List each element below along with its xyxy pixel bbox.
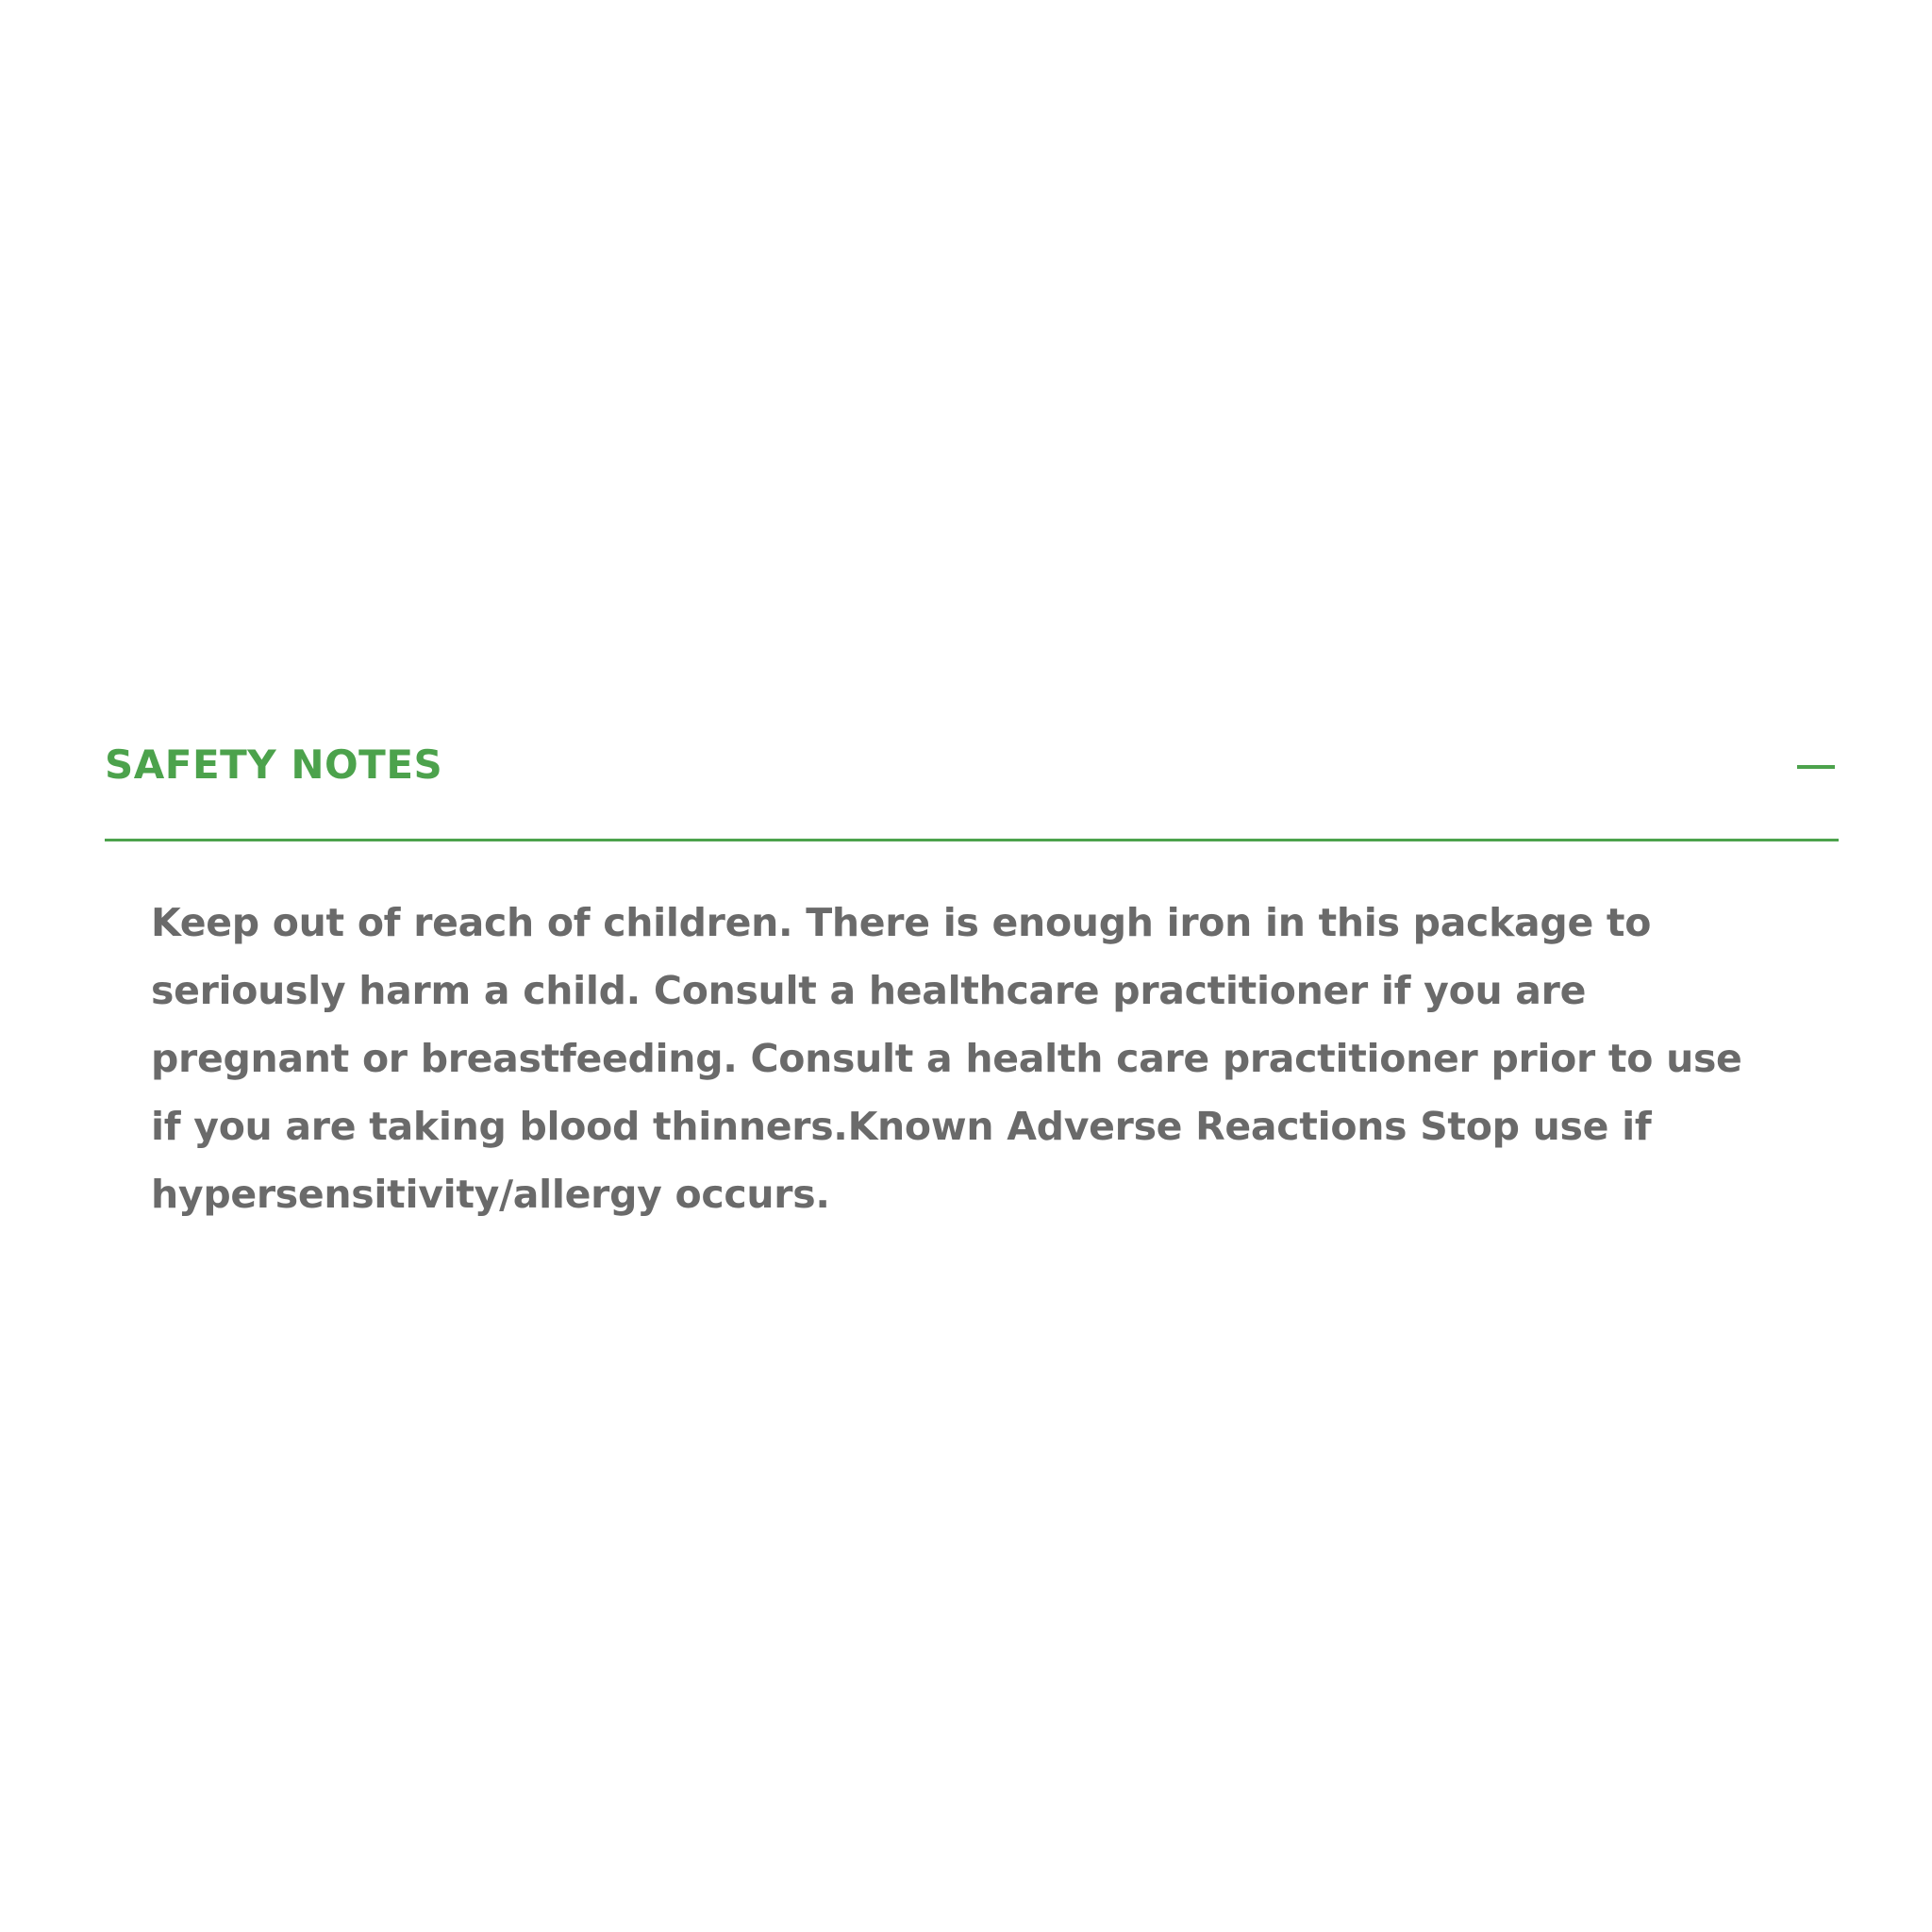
accordion-title: SAFETY NOTES: [105, 741, 443, 788]
safety-notes-accordion: [105, 724, 1839, 1228]
minus-icon: [1797, 765, 1835, 769]
accordion-body: [105, 841, 1765, 1228]
safety-notes-text: Keep out of reach of children. There is enough iron in this package to seriously harm a child. Consult a healthcare practitioner if you are pregnant or breastfeeding. Consult a health care practitioner prior to use if you are taking blood thinners.Known Adverse Reactions Stop use if hypersensitivity/allergy occurs.: [151, 900, 1742, 1217]
accordion-header[interactable]: [105, 724, 1839, 841]
collapse-toggle-button[interactable]: [1793, 743, 1839, 789]
